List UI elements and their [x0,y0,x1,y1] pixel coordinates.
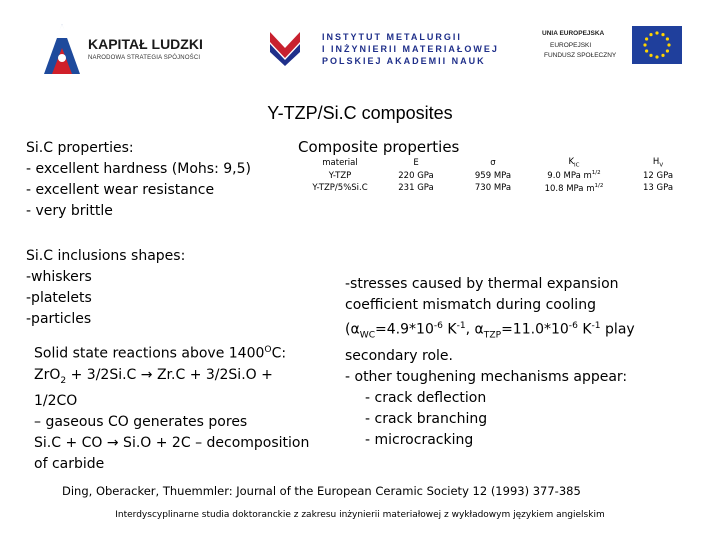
composite-table-title: Composite properties [298,138,460,156]
eu-line-2: EUROPEJSKI [550,42,592,49]
mechanisms-line-5: - other toughening mechanisms appear: [345,369,628,386]
mechanisms-line-2: coefficient mismatch during cooling [345,297,596,313]
table-cell: 12 GPa [642,170,674,181]
reactions-line-2: ZrO$_2$ + 3/2Si.C → Zr.C + 3/2Si.O + [34,366,273,386]
sic-property-item: - very brittle [26,203,113,219]
mechanisms-line-1: -stresses caused by thermal expansion [345,276,619,292]
table-cell: 220 GPa [398,170,434,181]
eu-logo [532,24,684,72]
sic-shape-item: -whiskers [26,269,92,285]
table-header-cell: $K_{IC}$ [568,157,580,170]
table-row [302,170,700,183]
table-cell: Y-TZP/5%Si.C [312,183,368,194]
footer: Interdyscyplinarne studia doktoranckie z zakresu inżynierii materiałowej z wykładowym językiem angielskim [115,510,605,520]
institute-emblem-icon [268,26,302,66]
reactions-line-3: 1/2CO [34,393,78,410]
mechanisms-line-3: ($\alpha_{WC}=4.9*10^{-6}$ $K^{-1}$, $\alpha_{TZP}=11.0*10^{-6}$ $K^{-1}$ play [345,321,635,341]
reactions-line-6: of carbide [34,456,105,473]
composite-properties-table [302,157,700,195]
kapital-ludzki-subtitle: NARODOWA STRATEGIA SPÓJNOŚCI [88,55,201,61]
reactions-line-1: Solid state reactions above $1400^OC$: [34,345,287,362]
kapital-ludzki-title: KAPITAŁ LUDZKI [88,36,203,52]
table-cell: 9.0 MPa $m^{1/2}$ [547,170,601,182]
table-cell: 10.8 MPa $m^{1/2}$ [544,182,604,194]
slide-title: Y-TZP/Si.C composites [267,103,453,123]
mechanism-item: - crack deflection [365,390,487,407]
table-cell: 730 MPa [474,183,512,194]
table-cell: 231 GPa [398,183,434,194]
mechanism-item: - crack branching [365,411,488,428]
sic-shapes-heading: Si.C inclusions shapes: [26,248,186,264]
table-header-cell: $H_V$ [652,157,664,170]
kapital-ludzki-logo [42,18,212,76]
reactions-line-5: Si.C + CO → Si.O + 2C – decomposition [34,435,310,452]
reactions-block [34,340,309,475]
table-header-cell: E [413,158,419,169]
sic-properties-heading: Si.C properties: [26,140,134,156]
eu-line-3: FUNDUSZ SPOŁECZNY [544,52,617,59]
sic-properties-block [26,138,251,222]
mechanisms-block [345,274,635,451]
mechanism-item: - microcracking [365,432,474,449]
table-cell: 13 GPa [642,183,674,194]
eu-flag-icon [632,26,682,64]
institute-line-1: INSTYTUT METALURGII [322,32,462,42]
institute-line-3: POLSKIEJ AKADEMII NAUK [322,56,486,66]
table-cell: Y-TZP [328,170,352,181]
institute-line-2: I INŻYNIERII MATERIAŁOWEJ [322,44,499,54]
table-header-cell: σ [490,158,496,169]
sic-shapes-block [26,246,185,330]
sic-property-item: - excellent wear resistance [26,182,215,198]
table-cell: 959 MPa [474,170,512,181]
sic-shape-item: -particles [26,311,92,327]
kapital-ludzki-emblem-icon [42,18,82,76]
mechanisms-line-4: secondary role. [345,348,453,365]
sic-property-item: - excellent hardness (Mohs: 9,5) [26,161,251,177]
reference: Ding, Oberacker, Thuemmler: Journal of the European Ceramic Society 12 (1993) 377-385 [62,484,581,498]
reactions-line-4: – gaseous CO generates pores [34,414,248,431]
table-header-row [302,157,700,170]
eu-line-1: UNIA EUROPEJSKA [542,30,605,37]
institute-logo [268,24,498,74]
table-header-cell: material [322,158,358,169]
sic-shape-item: -platelets [26,290,92,306]
table-row [302,182,700,195]
